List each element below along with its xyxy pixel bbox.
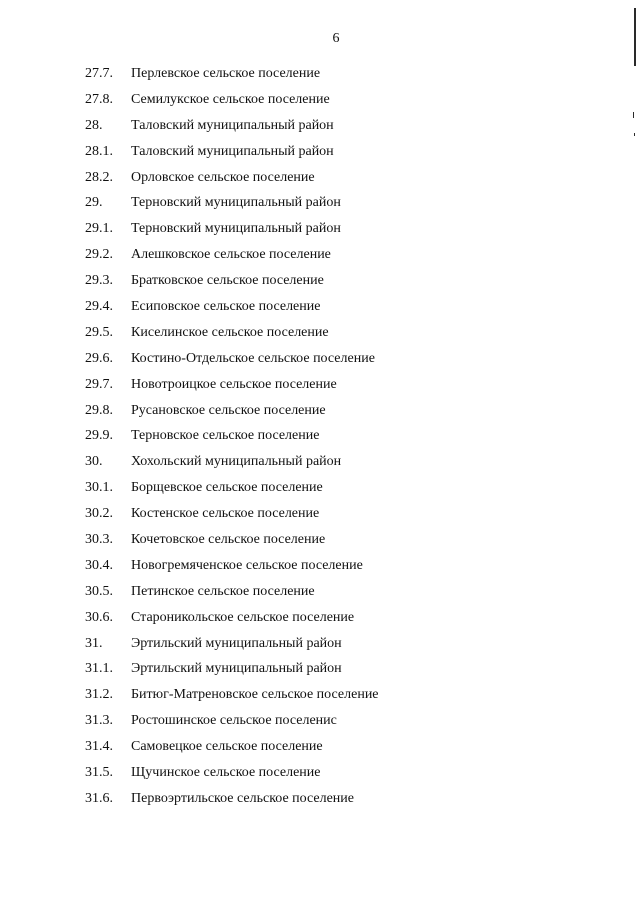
item-number: 31.3. xyxy=(85,713,113,729)
item-label: Костенское сельское поселение xyxy=(131,506,320,522)
list-item xyxy=(85,708,605,734)
item-number: 28.1. xyxy=(85,143,113,159)
list-item xyxy=(85,579,605,605)
list-item xyxy=(85,268,605,294)
item-number: 29.5. xyxy=(85,324,113,340)
list-item xyxy=(85,423,605,449)
item-number: 30.6. xyxy=(85,609,113,625)
item-label: Терновское сельское поселение xyxy=(131,428,320,444)
item-number: 30.5. xyxy=(85,583,113,599)
list-item xyxy=(85,139,605,165)
list-item xyxy=(85,475,605,501)
item-number: 29.7. xyxy=(85,376,113,392)
item-label: Есиповское сельское поселение xyxy=(131,298,321,314)
list-item xyxy=(85,320,605,346)
list-item xyxy=(85,113,605,139)
list-item xyxy=(85,216,605,242)
list-item xyxy=(85,87,605,113)
item-number: 31.1. xyxy=(85,661,113,677)
item-label: Новогремяченское сельское поселение xyxy=(131,557,363,573)
item-number: 29.6. xyxy=(85,350,113,366)
item-label: Терновский муниципальный район xyxy=(131,195,341,211)
item-number: 29. xyxy=(85,195,103,211)
item-label: Костино-Отдельское сельское поселение xyxy=(131,350,375,366)
item-number: 30.4. xyxy=(85,557,113,573)
item-label: Битюг-Матреновское сельское поселение xyxy=(131,687,379,703)
item-number: 29.4. xyxy=(85,298,113,314)
item-number: 30.2. xyxy=(85,506,113,522)
item-label: Русановское сельское поселение xyxy=(131,402,326,418)
list-item xyxy=(85,760,605,786)
item-label: Таловский муниципальный район xyxy=(131,117,334,133)
list-item xyxy=(85,786,605,812)
item-number: 29.2. xyxy=(85,247,113,263)
item-label: Первоэртильское сельское поселение xyxy=(131,790,355,806)
list-item xyxy=(85,449,605,475)
item-number: 30.1. xyxy=(85,480,113,496)
list-item xyxy=(85,165,605,191)
item-number: 30.3. xyxy=(85,531,113,547)
item-number: 31.4. xyxy=(85,739,113,755)
item-label: Эртильский муниципальный район xyxy=(131,661,342,677)
list-item xyxy=(85,294,605,320)
scan-edge-mark xyxy=(634,8,636,66)
item-number: 29.8. xyxy=(85,402,113,418)
item-label: Самовецкое сельское поселение xyxy=(131,739,323,755)
list-item xyxy=(85,605,605,631)
item-number: 31. xyxy=(85,635,103,651)
list-item xyxy=(85,631,605,657)
item-label: Таловский муниципальный район xyxy=(131,143,334,159)
settlement-list xyxy=(85,61,605,812)
item-number: 29.1. xyxy=(85,221,113,237)
item-number: 29.3. xyxy=(85,273,113,289)
item-label: Орловское сельское поселение xyxy=(131,169,315,185)
item-number: 28. xyxy=(85,117,103,133)
item-label: Кочетовское сельское поселение xyxy=(131,531,326,547)
item-number: 31.6. xyxy=(85,790,113,806)
list-item xyxy=(85,501,605,527)
list-item xyxy=(85,372,605,398)
list-item xyxy=(85,656,605,682)
item-label: Ростошинское сельское поселенис xyxy=(131,713,337,729)
item-number: 29.9. xyxy=(85,428,113,444)
item-number: 31.2. xyxy=(85,687,113,703)
item-label: Терновский муниципальный район xyxy=(131,221,341,237)
item-label: Хохольский муниципальный район xyxy=(131,454,342,470)
scan-edge-mark xyxy=(633,112,634,118)
item-label: Эртильский муниципальный район xyxy=(131,635,342,651)
item-label: Перлевское сельское поселение xyxy=(131,65,321,81)
item-number: 27.7. xyxy=(85,65,113,81)
list-item xyxy=(85,398,605,424)
item-number: 28.2. xyxy=(85,169,113,185)
item-label: Алешковское сельское поселение xyxy=(131,247,331,263)
item-label: Киселинское сельское поселение xyxy=(131,324,329,340)
list-item xyxy=(85,734,605,760)
item-number: 27.8. xyxy=(85,91,113,107)
item-label: Семилукское сельское поселение xyxy=(131,91,330,107)
item-number: 31.5. xyxy=(85,764,113,780)
item-label: Староникольское сельское поселение xyxy=(131,609,355,625)
page-number: 6 xyxy=(332,31,340,46)
list-item xyxy=(85,242,605,268)
scan-edge-mark xyxy=(634,133,635,136)
item-label: Щучинское сельское поселение xyxy=(131,764,321,780)
item-label: Братковское сельское поселение xyxy=(131,273,324,289)
item-number: 30. xyxy=(85,454,103,470)
list-item xyxy=(85,346,605,372)
list-item xyxy=(85,527,605,553)
item-label: Петинское сельское поселение xyxy=(131,583,315,599)
list-item xyxy=(85,553,605,579)
list-item xyxy=(85,61,605,87)
list-item xyxy=(85,682,605,708)
list-item xyxy=(85,190,605,216)
item-label: Новотроицкое сельское поселение xyxy=(131,376,337,392)
item-label: Борщевское сельское поселение xyxy=(131,480,323,496)
